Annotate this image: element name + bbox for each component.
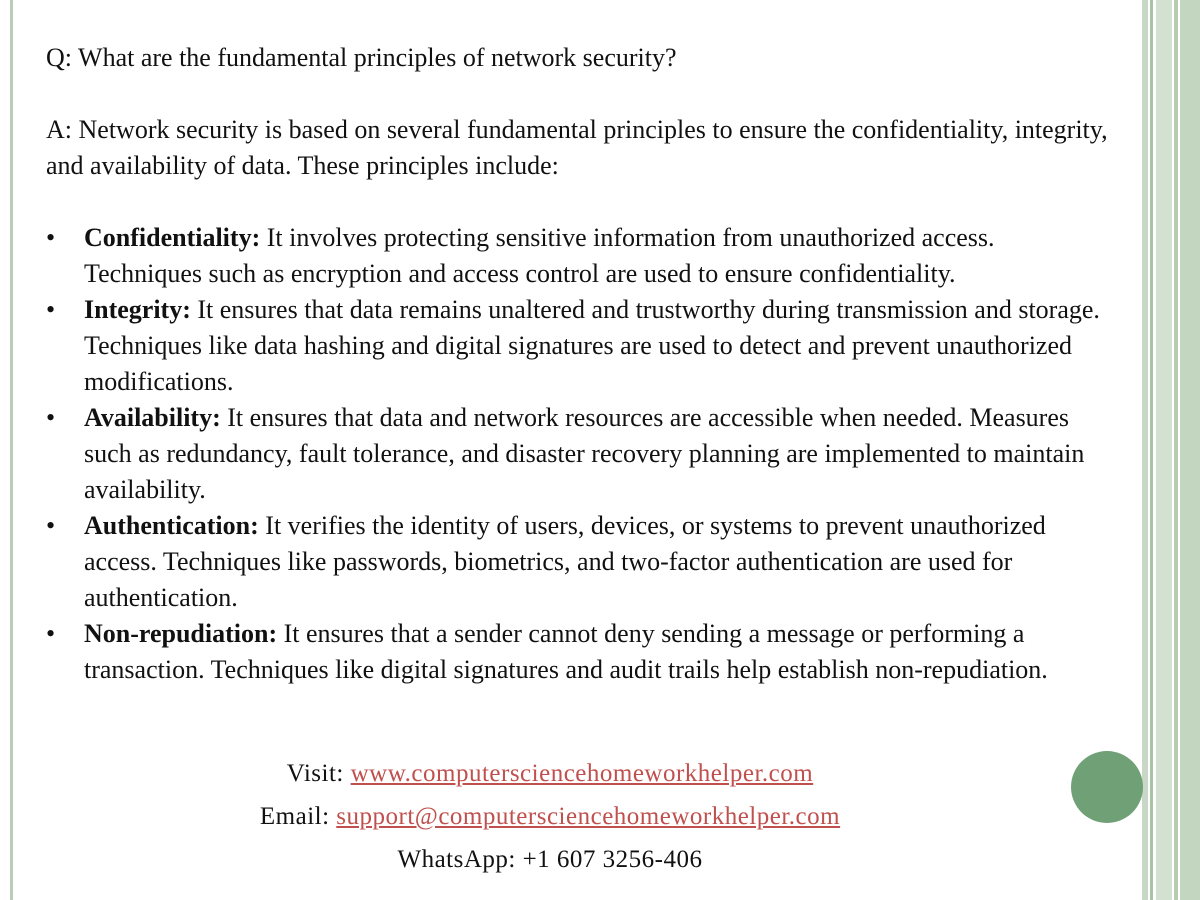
principle-term: Availability: (84, 403, 221, 432)
stripe (1150, 0, 1153, 900)
principle-description: It ensures that data and network resources are accessible when needed. Measures such as redundancy, fault tolerance, and disaster recovery planning are implemented to maintain availability. (84, 403, 1085, 504)
principle-description: It involves protecting sensitive information from unauthorized access. Techniques such as encryption and access control are used to ensure confidentiality. (84, 223, 995, 288)
principle-description: It ensures that data remains unaltered and trustworthy during transmission and storage. Techniques like data hashing and digital signatures are used to detect and prevent unauthorized modifications. (84, 295, 1100, 396)
stripe (1142, 0, 1148, 900)
footer-whatsapp: WhatsApp: +1 607 3256-406 (397, 846, 703, 873)
footer-visit (0, 760, 1100, 788)
bullet-icon: • (46, 403, 56, 432)
website-link[interactable]: www.computersciencehomeworkhelper.com (350, 760, 814, 787)
visit-label: Visit: (286, 760, 351, 787)
bullet-icon: • (46, 295, 56, 324)
bullet-icon: • (46, 511, 56, 540)
answer-intro: A: Network security is based on several fundamental principles to ensure the confidentiality, integrity, and availability of data. These principles include: (46, 115, 1108, 180)
list-item-integrity (46, 292, 1116, 400)
footer-email (0, 803, 1100, 831)
list-item-non-repudiation (46, 616, 1116, 688)
stripe (1174, 0, 1178, 900)
decorative-stripes (1142, 0, 1200, 900)
email-link[interactable]: support@computersciencehomeworkhelper.com (336, 803, 841, 830)
principles-list (46, 220, 1116, 688)
stripe (1156, 0, 1172, 900)
email-label: Email: (259, 803, 337, 830)
bullet-icon: • (46, 223, 56, 252)
list-item-availability (46, 400, 1116, 508)
principle-term: Authentication: (84, 511, 259, 540)
slide-content (46, 40, 1116, 688)
question-text: Q: What are the fundamental principles of network security? (46, 43, 677, 72)
principle-description: It verifies the identity of users, devices, or systems to prevent unauthorized access. Techniques like passwords, biometrics, and two-factor authentication are used for authentication. (84, 511, 1046, 612)
principle-term: Non-repudiation: (84, 619, 278, 648)
principle-term: Integrity: (84, 295, 191, 324)
principle-description: It ensures that a sender cannot deny sending a message or performing a transaction. Techniques like digital signatures and audit trails help establish non-repudiation. (84, 619, 1048, 684)
bullet-icon: • (46, 619, 56, 648)
stripe (1180, 0, 1200, 900)
list-item-confidentiality (46, 220, 1116, 292)
list-item-authentication (46, 508, 1116, 616)
principle-term: Confidentiality: (84, 223, 261, 252)
decorative-circle-icon (1071, 751, 1143, 823)
